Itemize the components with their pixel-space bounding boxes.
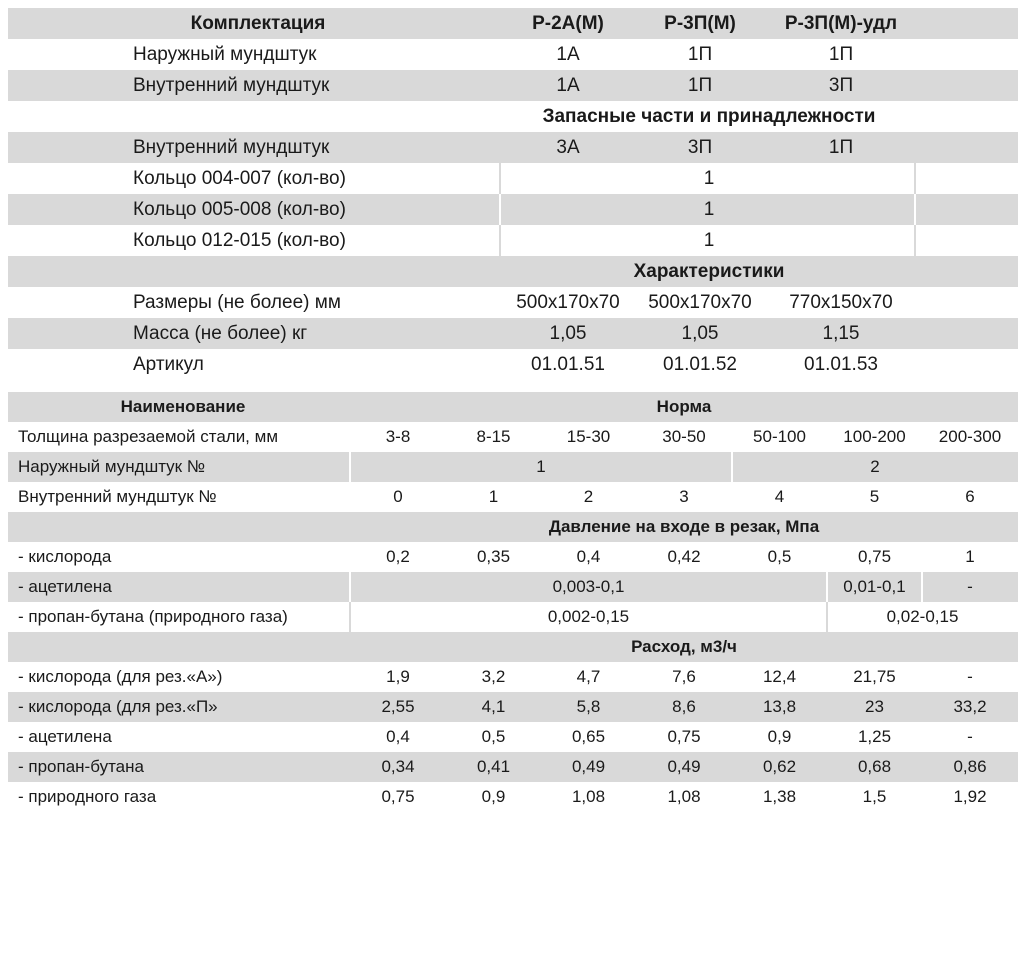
- table-cell: 1А: [556, 43, 580, 65]
- inner-nozzle-row: [8, 70, 1018, 101]
- table-cell: 5: [869, 487, 880, 506]
- row-label: Наружный мундштук №: [18, 457, 206, 476]
- table-cell: 0,49: [667, 757, 701, 776]
- table-cell: 0,9: [767, 727, 792, 746]
- table-cell: 0,65: [571, 727, 606, 746]
- table-cell: 1: [703, 229, 715, 251]
- table-cell: 0,35: [476, 547, 511, 566]
- table-cell: 01.01.52: [663, 353, 737, 375]
- table-cell: 33,2: [953, 697, 987, 716]
- pressure-propane-row: [8, 602, 1018, 632]
- table-cell: 500x170x70: [516, 291, 620, 313]
- flow-row: [8, 782, 1018, 812]
- outer-nozzle-row: [8, 39, 1018, 70]
- table-cell: 770x150x70: [789, 291, 893, 313]
- section-title: Расход, м3/ч: [631, 637, 737, 656]
- row-label: - ацетилена: [18, 577, 112, 596]
- ring-row: [8, 163, 1018, 194]
- model-header: Р-3П(М): [664, 12, 736, 34]
- norm-column-header: Норма: [656, 397, 712, 416]
- table-cell: 0,49: [571, 757, 606, 776]
- table-cell: 1,38: [762, 787, 797, 806]
- table-cell: 2,55: [381, 697, 415, 716]
- table-cell: -: [967, 667, 973, 686]
- table-cell: 3: [679, 487, 689, 506]
- section-title: Запасные части и принадлежности: [542, 105, 876, 127]
- table-cell: 0,34: [381, 757, 415, 776]
- table-cell: 2: [583, 487, 594, 506]
- table-cell: 0,02-0,15: [886, 607, 959, 626]
- table-cell: 1: [965, 547, 975, 566]
- table-cell: -: [967, 727, 973, 746]
- table-cell: 1,05: [549, 322, 587, 344]
- table-cell: 8-15: [476, 427, 511, 446]
- flow-row: [8, 692, 1018, 722]
- table-cell: 4: [774, 487, 785, 506]
- table-cell: 1П: [828, 43, 854, 65]
- column-divider: [914, 225, 916, 256]
- row-label: - кислорода (для рез.«П»: [18, 697, 218, 716]
- table-cell: 0: [393, 487, 403, 506]
- table-cell: 01.01.53: [804, 353, 878, 375]
- table-cell: 23: [865, 697, 884, 716]
- flow-title-row: [8, 632, 1018, 662]
- norm-header-row: [8, 392, 1018, 422]
- table-cell: 3А: [556, 136, 580, 158]
- table-cell: 1П: [687, 43, 713, 65]
- section-title: Давление на входе в резак, Мпа: [548, 517, 820, 536]
- cutting-modes-table: [8, 392, 1018, 812]
- flow-row: [8, 752, 1018, 782]
- table-cell: 1,08: [667, 787, 701, 806]
- pressure-title-row: [8, 512, 1018, 542]
- table-cell: 5,8: [576, 697, 601, 716]
- table-cell: 1,9: [386, 667, 410, 686]
- article-row: [8, 349, 1018, 380]
- row-label: - пропан-бутана (природного газа): [18, 607, 288, 626]
- equipment-header-label: Комплектация: [190, 12, 326, 34]
- table-cell: 0,5: [767, 547, 792, 566]
- table-cell: 0,41: [476, 757, 511, 776]
- flow-row: [8, 722, 1018, 752]
- table-cell: 1: [488, 487, 499, 506]
- table-cell: 1,92: [953, 787, 987, 806]
- table-cell: 1А: [556, 74, 580, 96]
- table-cell: 3-8: [385, 427, 411, 446]
- pressure-acetylene-row: [8, 572, 1018, 602]
- table-cell: 01.01.51: [531, 353, 605, 375]
- table-cell: 0,75: [857, 547, 892, 566]
- table-cell: 0,2: [386, 547, 410, 566]
- model-header: Р-2А(М): [532, 12, 604, 34]
- table-cell: 0,75: [667, 727, 701, 746]
- table-cell: 1,05: [681, 322, 719, 344]
- table-cell: 1,5: [862, 787, 887, 806]
- table-cell: 0,62: [762, 757, 797, 776]
- mass-row: [8, 318, 1018, 349]
- row-label: - природного газа: [18, 787, 157, 806]
- row-label: Кольцо 012-015 (кол-во): [133, 229, 346, 251]
- column-divider: [499, 163, 501, 194]
- table-cell: 1П: [828, 136, 854, 158]
- table-cell: 0,4: [386, 727, 410, 746]
- table-cell: 3П: [828, 74, 854, 96]
- column-divider: [499, 194, 501, 225]
- table-cell: 8,6: [672, 697, 696, 716]
- outer-nozzle-number-row: [8, 452, 1018, 482]
- thickness-row: [8, 422, 1018, 452]
- table-cell: 0,75: [381, 787, 415, 806]
- table-cell: 0,4: [576, 547, 601, 566]
- row-label: Кольцо 005-008 (кол-во): [133, 198, 346, 220]
- row-label: Масса (не более) кг: [133, 322, 308, 344]
- table-cell: 2: [870, 457, 880, 476]
- table-cell: 15-30: [566, 427, 611, 446]
- table-cell: 1П: [687, 74, 713, 96]
- table-cell: 3,2: [481, 667, 506, 686]
- table-cell: 100-200: [843, 427, 906, 446]
- table-cell: 0,9: [481, 787, 506, 806]
- table-cell: 4,7: [576, 667, 601, 686]
- row-label: Кольцо 004-007 (кол-во): [133, 167, 346, 189]
- pressure-oxygen-row: [8, 542, 1018, 572]
- equipment-table: [8, 8, 1018, 380]
- table-cell: -: [967, 577, 973, 596]
- table-cell: 1: [703, 198, 715, 220]
- table-cell: 0,42: [667, 547, 701, 566]
- row-label: Внутренний мундштук: [133, 74, 330, 96]
- row-label: - ацетилена: [18, 727, 112, 746]
- table-cell: 21,75: [853, 667, 896, 686]
- column-divider: [499, 225, 501, 256]
- table-cell: 0,002-0,15: [547, 607, 630, 626]
- flow-row: [8, 662, 1018, 692]
- characteristics-title-row: [8, 256, 1018, 287]
- table-cell: 1,25: [857, 727, 892, 746]
- row-label: Внутренний мундштук: [133, 136, 330, 158]
- dimensions-row: [8, 287, 1018, 318]
- table-cell: 7,6: [672, 667, 696, 686]
- row-label: - пропан-бутана: [18, 757, 144, 776]
- spare-parts-title-row: [8, 101, 1018, 132]
- table-cell: 1: [536, 457, 546, 476]
- equipment-header-row: [8, 8, 1018, 39]
- name-column-header: Наименование: [120, 397, 246, 416]
- table-cell: 200-300: [938, 427, 1002, 446]
- table-cell: 1: [703, 167, 715, 189]
- column-divider: [914, 194, 916, 225]
- table-cell: 4,1: [481, 697, 506, 716]
- row-label: Толщина разрезаемой стали, мм: [18, 427, 279, 446]
- row-label: Размеры (не более) мм: [133, 291, 341, 313]
- table-cell: 1,08: [571, 787, 606, 806]
- row-label: Внутренний мундштук №: [18, 487, 217, 506]
- table-cell: 0,01-0,1: [843, 577, 906, 596]
- table-cell: 0,68: [857, 757, 892, 776]
- ring-row: [8, 194, 1018, 225]
- section-title: Характеристики: [633, 260, 785, 282]
- row-label: - кислорода: [18, 547, 112, 566]
- inner-nozzle-number-row: [8, 482, 1018, 512]
- table-cell: 13,8: [762, 697, 797, 716]
- spare-inner-nozzle-row: [8, 132, 1018, 163]
- table-cell: 0,86: [953, 757, 987, 776]
- table-cell: 6: [965, 487, 975, 506]
- table-cell: 50-100: [753, 427, 806, 446]
- model-header: Р-3П(М)-удл: [784, 12, 898, 34]
- table-cell: 0,003-0,1: [552, 577, 625, 596]
- table-cell: 12,4: [762, 667, 797, 686]
- table-cell: 3П: [687, 136, 713, 158]
- table-cell: 0,5: [481, 727, 506, 746]
- ring-row: [8, 225, 1018, 256]
- row-label: Артикул: [133, 353, 204, 375]
- table-cell: 500x170x70: [648, 291, 752, 313]
- row-label: Наружный мундштук: [133, 43, 317, 65]
- column-divider: [914, 163, 916, 194]
- row-label: - кислорода (для рез.«А»): [18, 667, 223, 686]
- table-cell: 30-50: [662, 427, 706, 446]
- table-cell: 1,15: [822, 322, 860, 344]
